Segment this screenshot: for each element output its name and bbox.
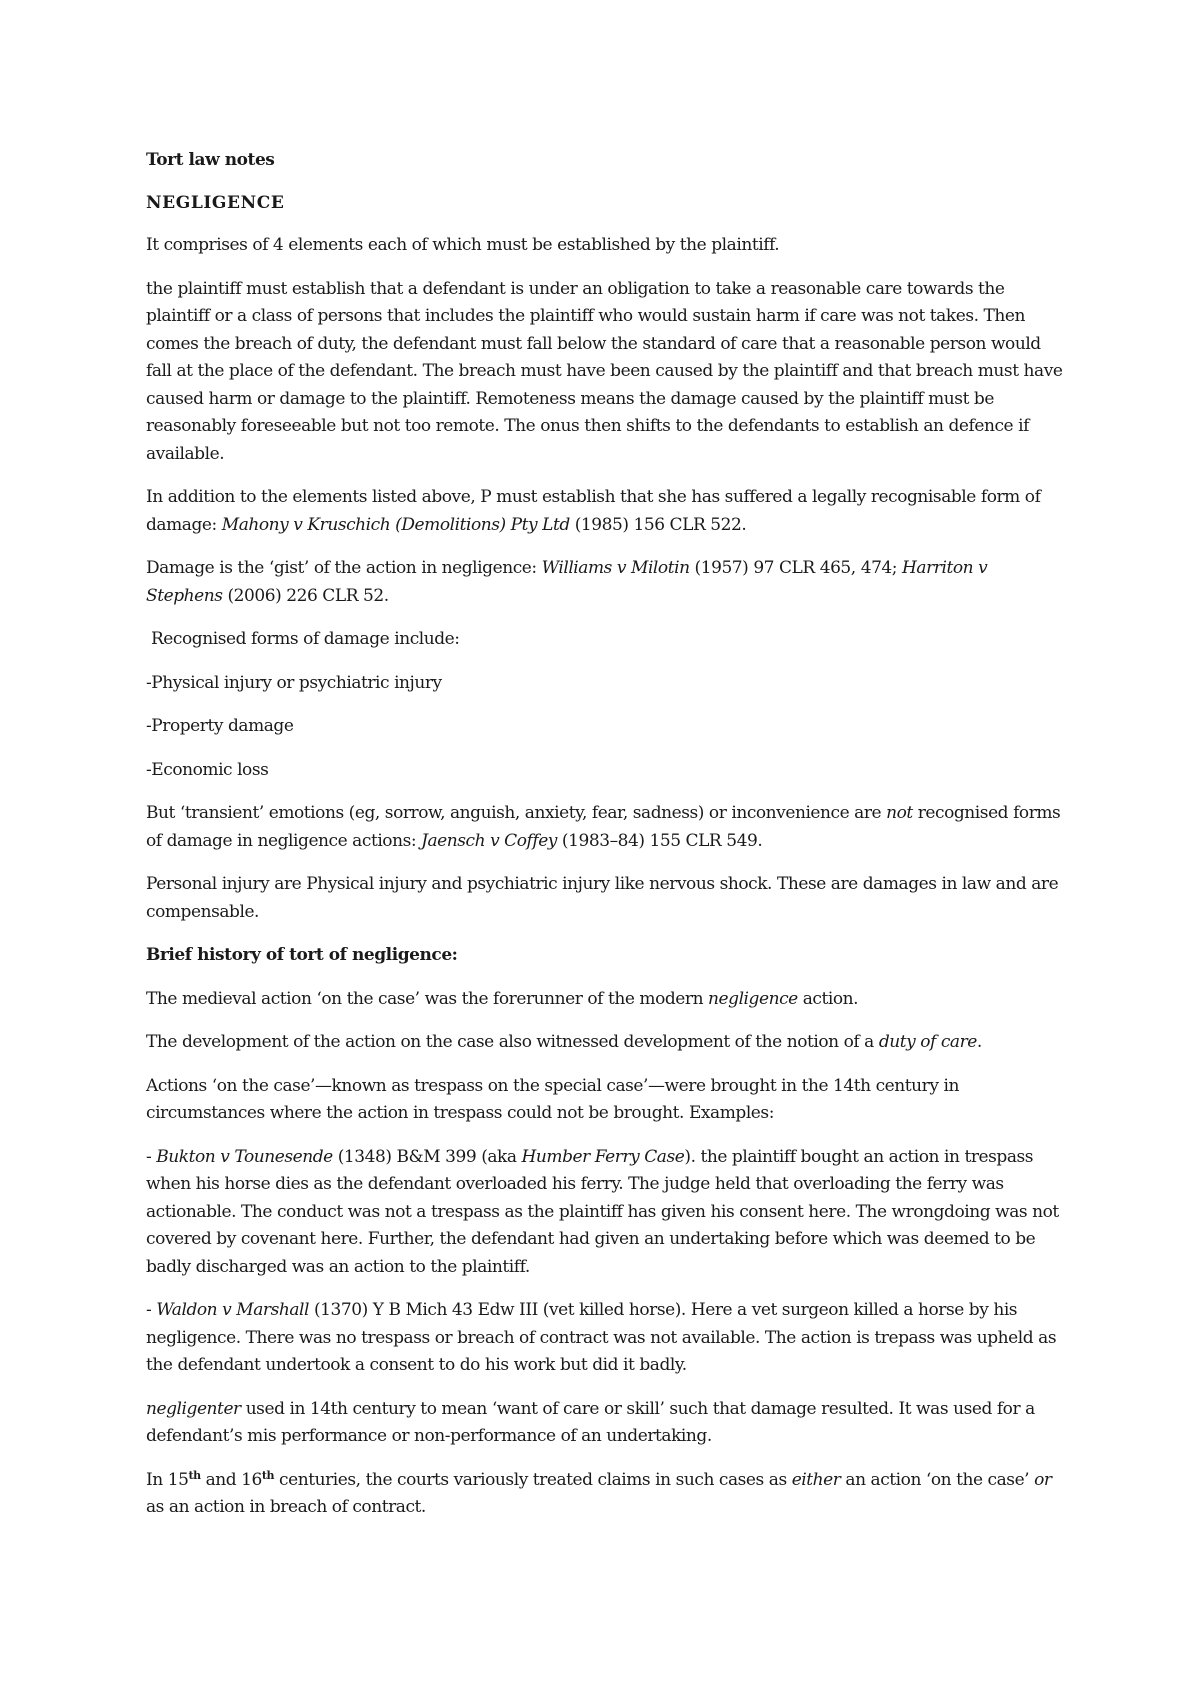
text: In 15 bbox=[146, 1469, 189, 1490]
text: The development of the action on the case also witnessed development of the notion of a bbox=[146, 1032, 879, 1052]
elements-paragraph: the plaintiff must establish that a defendant is under an obligation to take a reasonable care towards the plaintiff or a class of persons that includes the plaintiff who would sustain harm if care was not takes. Then comes the breach of duty, the defendant must fall below the standard of care that a reasonable person would fall at the place of the defendant. The breach must have been caused by the plaintiff and that breach must have caused harm or damage to the plaintiff. Remoteness means the damage caused by the plaintiff must be reasonably foreseeable but not too remote. The onus then shifts to the defendants to establish an defence if available. bbox=[146, 278, 1063, 464]
negligenter-paragraph bbox=[146, 1396, 1066, 1451]
emphasis: not bbox=[886, 803, 913, 823]
text: (1985) 156 CLR 522. bbox=[569, 514, 747, 535]
document-body bbox=[146, 147, 1066, 1538]
case-citation: Waldon v Marshall bbox=[156, 1300, 309, 1320]
text: (1348) B&M 399 (aka bbox=[332, 1146, 522, 1167]
damage-form-item: -Physical injury or psychiatric injury bbox=[146, 672, 442, 693]
text: Damage is the ‘gist’ of the action in negligence: bbox=[146, 558, 542, 578]
case-citation: Bukton v Tounesende bbox=[156, 1146, 333, 1167]
text: recognised forms of damage in negligence actions: bbox=[146, 803, 1061, 851]
text: (1370) Y B Mich 43 Edw III (vet killed horse). Here a vet surgeon killed a horse by his negligence. There was no trespass or breach of contract was not available. The action is trepass was upheld as the defendant undertook a consent to do his work but did it badly. bbox=[146, 1300, 1057, 1375]
text: action. bbox=[797, 988, 859, 1009]
text: centuries, the courts variously treated claims in such cases as bbox=[274, 1469, 792, 1490]
emphasis: negligence bbox=[708, 988, 798, 1009]
text: and 16 bbox=[200, 1469, 262, 1490]
damage-paragraph bbox=[146, 484, 1066, 539]
centuries-paragraph bbox=[146, 1467, 1066, 1522]
text: as an action in breach of contract. bbox=[146, 1497, 426, 1517]
intro-paragraph: It comprises of 4 elements each of which must be established by the plaintiff. bbox=[146, 235, 780, 255]
waldon-paragraph bbox=[146, 1297, 1066, 1380]
personal-injury-paragraph: Personal injury are Physical injury and psychiatric injury like nervous shock. These are damages in law and are compensable. bbox=[146, 874, 1059, 922]
development-paragraph bbox=[146, 1029, 1066, 1057]
emphasis: or bbox=[1034, 1469, 1052, 1490]
emphasis: either bbox=[791, 1469, 841, 1490]
text: ). the plaintiff bought an action in trespass when his horse dies as the defendant overloaded his ferry. The judge held that overloading the ferry was actionable. The conduct was not a trespass as the plaintiff has given his consent here. The wrongdoing was not covered by covenant here. Further, the defendant had given an undertaking before which was deemed to be badly discharged was an action to the plaintiff. bbox=[146, 1146, 1059, 1277]
text: (1957) 97 CLR 465, 474; bbox=[689, 558, 903, 578]
text: But ‘transient’ emotions (eg, sorrow, anguish, anxiety, fear, sadness) or inconvenience are bbox=[146, 803, 887, 823]
case-citation: Mahony v Kruschich (Demolitions) Pty Ltd bbox=[221, 514, 570, 535]
history-heading: Brief history of tort of negligence: bbox=[146, 945, 458, 965]
superscript: th bbox=[188, 1468, 201, 1482]
text: - bbox=[146, 1300, 157, 1320]
text: (1983–84) 155 CLR 549. bbox=[556, 830, 763, 851]
medieval-paragraph bbox=[146, 986, 1066, 1014]
case-citation: Humber Ferry Case bbox=[521, 1146, 685, 1167]
emphasis: duty of care bbox=[878, 1032, 977, 1052]
text: The medieval action ‘on the case’ was the forerunner of the modern bbox=[146, 988, 709, 1009]
text: used in 14th century to mean ‘want of care or skill’ such that damage resulted. It was used for a defendant’s mis performance or non-performance of an undertaking. bbox=[146, 1398, 1035, 1446]
gist-paragraph bbox=[146, 555, 1066, 610]
emphasis: negligenter bbox=[146, 1398, 241, 1419]
transient-paragraph bbox=[146, 800, 1066, 855]
case-citation: Jaensch v Coffey bbox=[421, 830, 557, 851]
damage-form-item: -Property damage bbox=[146, 716, 294, 736]
text: . bbox=[976, 1032, 982, 1052]
superscript: th bbox=[261, 1468, 275, 1482]
document-title: Tort law notes bbox=[146, 150, 275, 170]
text: - bbox=[146, 1146, 157, 1167]
forms-intro: Recognised forms of damage include: bbox=[146, 629, 460, 649]
text: an action ‘on the case’ bbox=[840, 1469, 1035, 1490]
case-citation: Harriton v Stephens bbox=[146, 558, 988, 606]
case-citation: Williams v Milotin bbox=[541, 558, 690, 578]
bukton-paragraph bbox=[146, 1144, 1066, 1282]
damage-form-item: -Economic loss bbox=[146, 759, 269, 780]
text: In addition to the elements listed above, P must establish that she has suffered a legally recognisable form of damage: bbox=[146, 487, 1041, 535]
text: (2006) 226 CLR 52. bbox=[222, 585, 389, 606]
actions-paragraph: Actions ‘on the case’—known as trespass on the special case’—were brought in the 14th century in circumstances where the action in trespass could not be brought. Examples: bbox=[146, 1075, 959, 1123]
section-heading: NEGLIGENCE bbox=[146, 192, 285, 213]
